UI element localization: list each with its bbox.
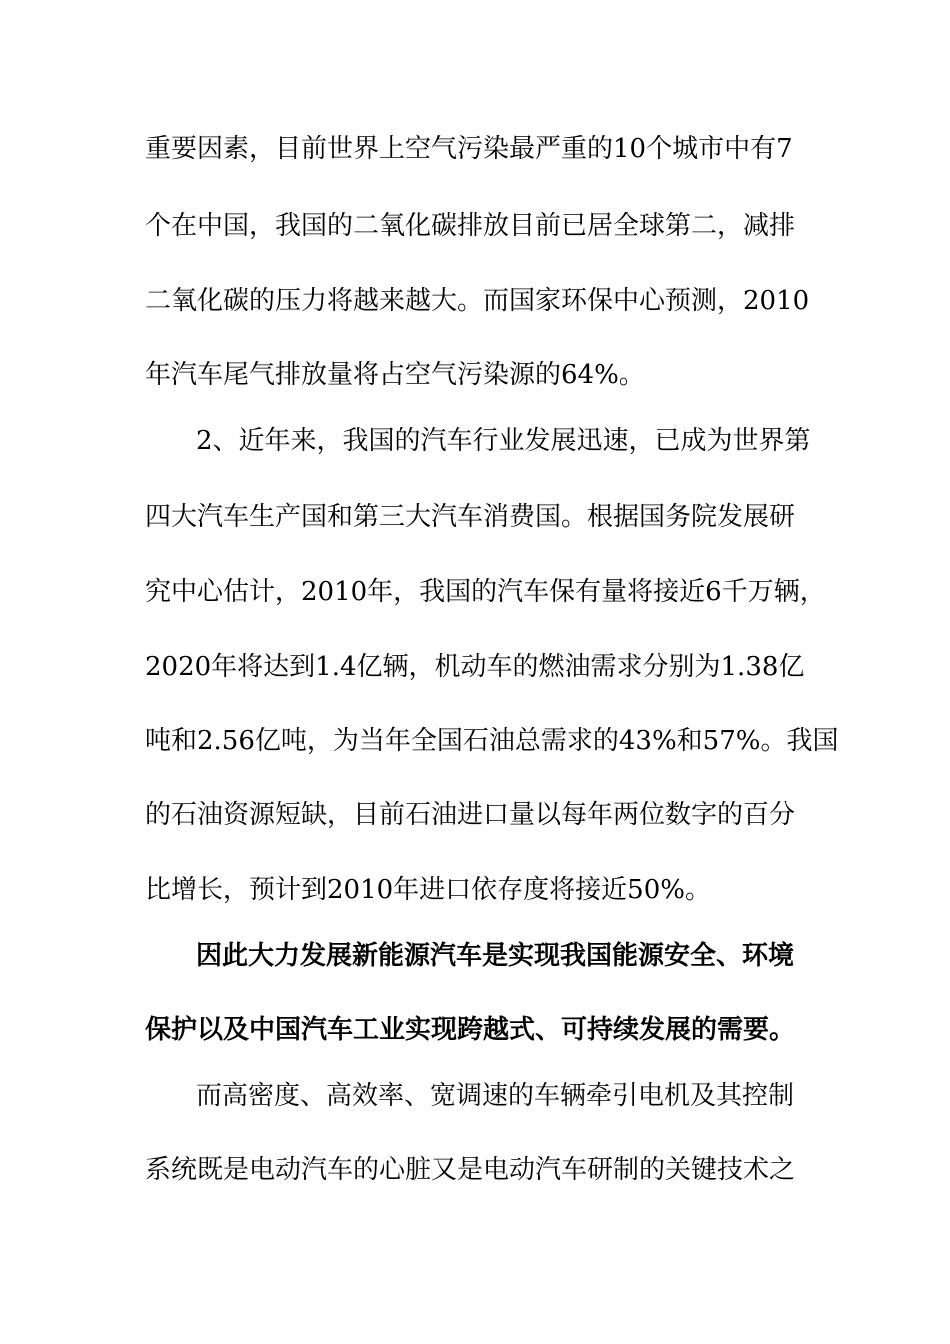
text-line: 个在中国，我国的二氧化碳排放目前已居全球第二，减排 <box>145 211 796 241</box>
bold-text-line: 保护以及中国汽车工业实现跨越式、可持续发展的需要。 <box>145 1015 796 1045</box>
text-line: 年汽车尾气排放量将占空气污染源的64%。 <box>145 360 645 390</box>
text-line: 究中心估计，2010年，我国的汽车保有量将接近6千万辆， <box>145 577 826 607</box>
paragraph-start-line: 而高密度、高效率、宽调速的车辆牵引电机及其控制 <box>196 1081 795 1111</box>
text-line: 的石油资源短缺，目前石油进口量以每年两位数字的百分 <box>145 800 796 830</box>
text-line: 系统既是电动汽车的心脏又是电动汽车研制的关键技术之 <box>145 1155 796 1185</box>
text-line: 2020年将达到1.4亿辆，机动车的燃油需求分别为1.38亿 <box>145 652 805 682</box>
text-line: 重要因素，目前世界上空气污染最严重的10个城市中有7 <box>145 134 793 164</box>
paragraph-start-line: 2、近年来，我国的汽车行业发展迅速，已成为世界第 <box>196 426 811 456</box>
text-line: 吨和2.56亿吨，为当年全国石油总需求的43%和57%。我国 <box>145 726 839 756</box>
text-line: 四大汽车生产国和第三大汽车消费国。根据国务院发展研 <box>145 502 796 532</box>
text-line: 二氧化碳的压力将越来越大。而国家环保中心预测，2010 <box>145 286 810 316</box>
text-line: 比增长，预计到2010年进口依存度将接近50%。 <box>145 875 711 905</box>
bold-paragraph-start-line: 因此大力发展新能源汽车是实现我国能源安全、环境 <box>196 941 795 971</box>
